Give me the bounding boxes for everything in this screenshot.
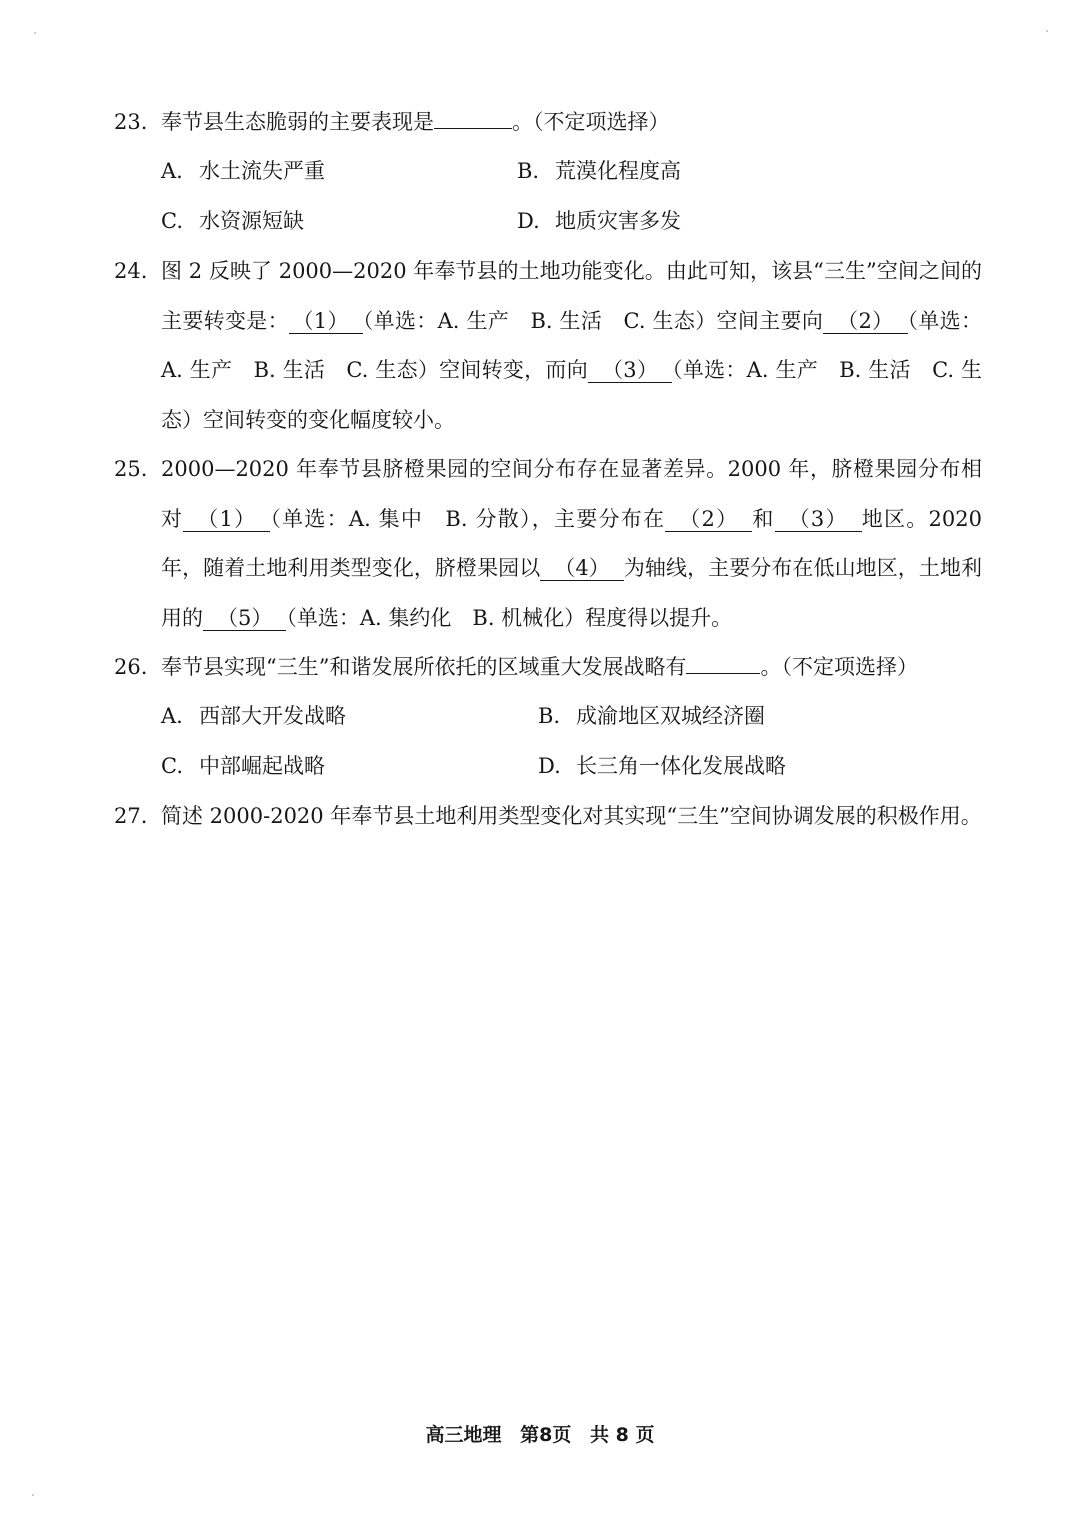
answer-blank[interactable]: （2） bbox=[823, 309, 907, 334]
footer-subject: 高三地理 bbox=[425, 1424, 502, 1446]
question-number: 25. bbox=[114, 457, 148, 481]
question-23 bbox=[114, 98, 982, 148]
option-b[interactable]: B. 成渝地区双城经济圈 bbox=[538, 704, 765, 728]
question-stem: 奉节县实现“三生”和谐发展所依托的区域重大发展战略有 。（不定项选择） bbox=[161, 655, 918, 679]
option-c[interactable]: C. 中部崛起战略 bbox=[161, 753, 325, 778]
answer-blank[interactable] bbox=[434, 128, 512, 129]
question-26 bbox=[114, 643, 982, 693]
question-27 bbox=[114, 792, 982, 842]
question-number: 24. bbox=[114, 259, 148, 283]
answer-blank[interactable]: （2） bbox=[665, 507, 752, 532]
footer-page-number: 第8页 bbox=[520, 1424, 572, 1446]
answer-blank[interactable]: （1） bbox=[289, 309, 363, 334]
option-a[interactable]: A. 水土流失严重 bbox=[161, 159, 325, 183]
question-26-options bbox=[161, 692, 981, 791]
question-number: 23. bbox=[114, 110, 148, 134]
question-stem: 2000—2020 年奉节县脐橙果园的空间分布存在显著差异。2000 年，脐橙果园分布相对 （1） （单选：A. 集中 B. 分散），主要分布在 （2） 和 （3） 地区。2020 年，随着土地利用类型变化，脐橙果园以 （4） 为轴线，主要分布在低山地区，土地利用的 （5） （单选：A. 集约化 B. 机械化）程度得以提升。 bbox=[161, 457, 982, 630]
answer-blank[interactable]: （4） bbox=[540, 556, 624, 581]
answer-blank[interactable]: （3） bbox=[775, 507, 862, 532]
footer-total-pages: 共 8 页 bbox=[590, 1424, 655, 1446]
question-number: 27. bbox=[114, 804, 148, 828]
option-d[interactable]: D. 长三角一体化发展战略 bbox=[538, 753, 786, 778]
option-b[interactable]: B. 荒漠化程度高 bbox=[517, 159, 681, 183]
scan-speck bbox=[1046, 30, 1048, 32]
question-25 bbox=[114, 445, 982, 643]
answer-blank[interactable]: （1） bbox=[183, 507, 270, 532]
question-stem: 奉节县生态脆弱的主要表现是 。（不定项选择） bbox=[161, 110, 670, 134]
page-footer bbox=[0, 1420, 1080, 1447]
scan-speck bbox=[32, 1494, 34, 1496]
answer-blank[interactable]: （5） bbox=[203, 606, 286, 631]
question-stem: 图 2 反映了 2000—2020 年奉节县的土地功能变化。由此可知，该县“三生”空间之间的主要转变是： （1） （单选：A. 生产 B. 生活 C. 生态）空间主要向 （2） （单选：A. 生产 B. 生活 C. 生态）空间转变，而向 （3） （单选：A. 生产 B. 生活 C. 生态）空间转变的变化幅度较小。 bbox=[161, 259, 983, 432]
answer-blank[interactable]: （3） bbox=[588, 358, 672, 383]
question-24 bbox=[114, 247, 982, 445]
option-a[interactable]: A. 西部大开发战略 bbox=[161, 704, 346, 728]
question-stem: 简述 2000-2020 年奉节县土地利用类型变化对其实现“三生”空间协调发展的积极作用。 bbox=[161, 804, 982, 828]
option-c[interactable]: C. 水资源短缺 bbox=[161, 208, 304, 233]
answer-blank[interactable] bbox=[686, 673, 760, 674]
option-d[interactable]: D. 地质灾害多发 bbox=[517, 208, 681, 233]
question-23-options bbox=[161, 147, 981, 246]
scan-speck bbox=[34, 32, 36, 34]
question-number: 26. bbox=[114, 655, 148, 679]
